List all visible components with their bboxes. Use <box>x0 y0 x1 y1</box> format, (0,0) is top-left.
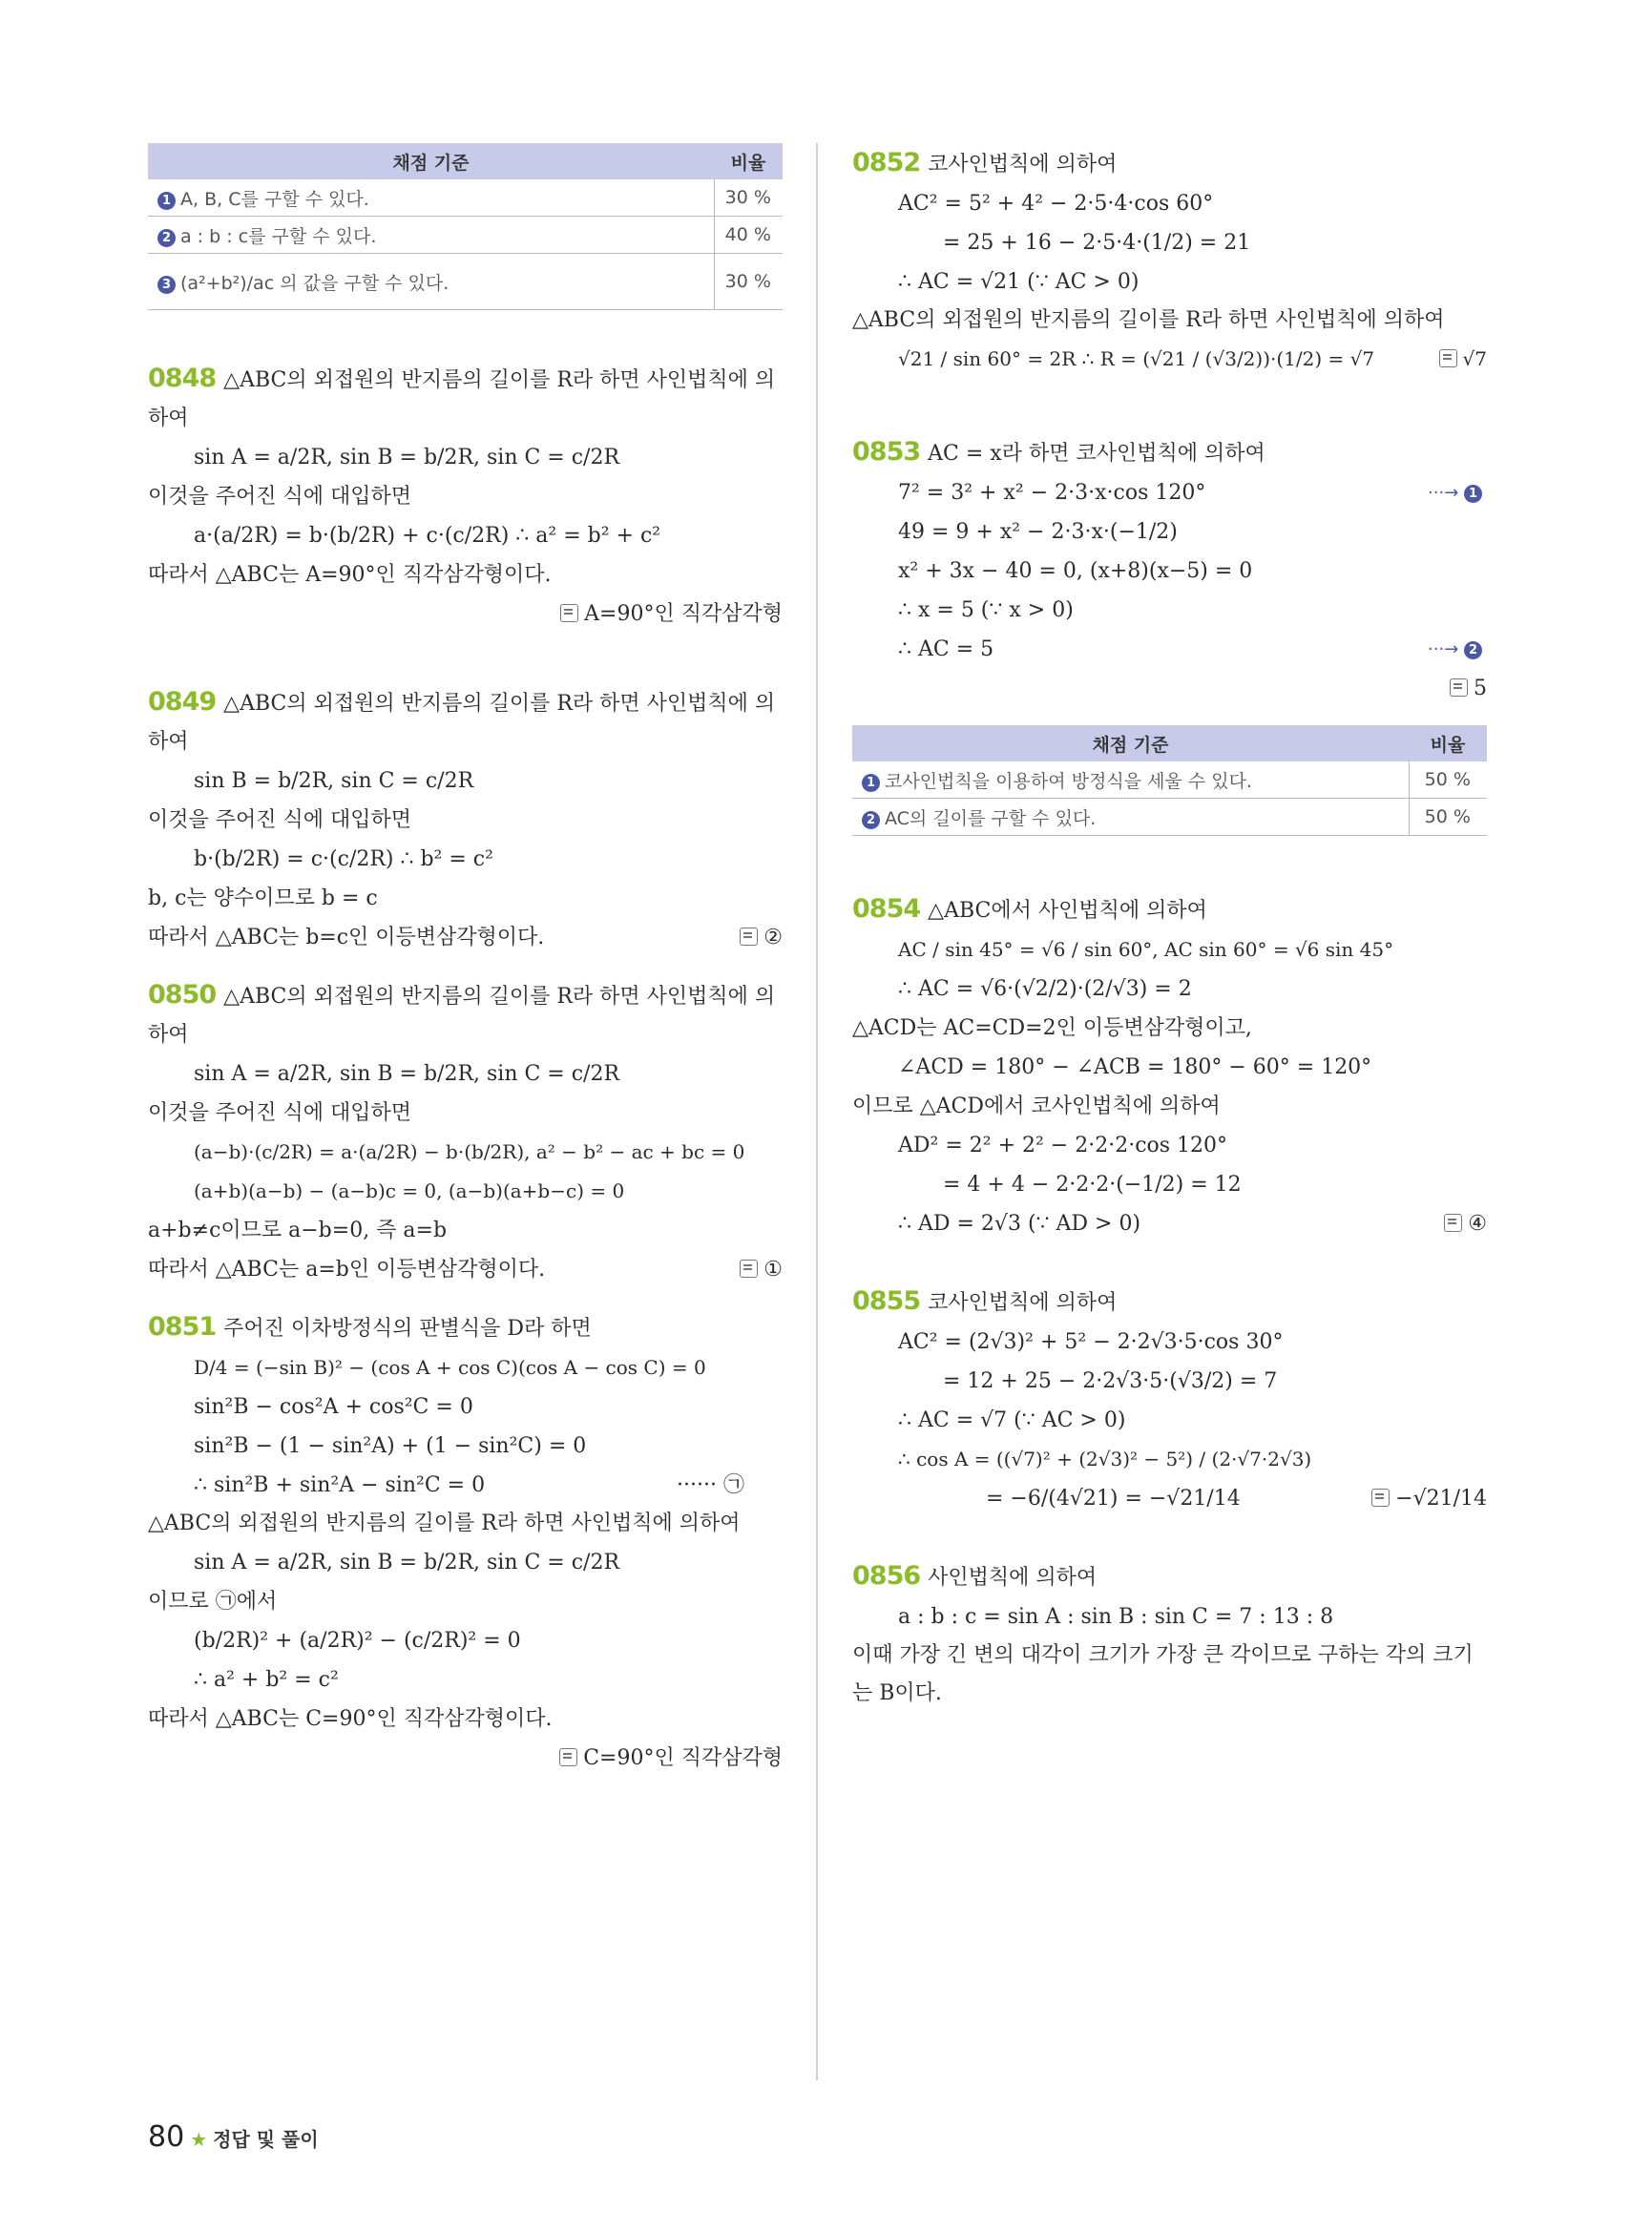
problem-number: 0853 <box>852 437 921 467</box>
equation-text: ∴ sin²B + sin²A − sin²C = 0 <box>194 1473 486 1497</box>
rate-value: 30 % <box>714 179 783 217</box>
answer-icon <box>1450 678 1468 697</box>
problem-text: 이것을 주어진 식에 대입하면 <box>148 1101 412 1125</box>
problem-number: 0851 <box>148 1312 217 1342</box>
equation: ∴ AC = √7 (∵ AC > 0) <box>898 1408 1126 1432</box>
answer-text: ② <box>763 926 783 949</box>
equation: sin²B − (1 − sin²A) + (1 − sin²C) = 0 <box>194 1434 587 1458</box>
problem-text <box>148 1250 783 1289</box>
problem-0848 <box>148 360 783 634</box>
problem-number: 0852 <box>852 148 921 177</box>
problem-number: 0850 <box>148 980 217 1010</box>
equation: = 12 + 25 − 2·2√3·5·(√3/2) = 7 <box>943 1369 1278 1393</box>
problem-text: △ABC의 외접원의 반지름의 길이를 R라 하면 사인법칙에 의하여 <box>148 1512 741 1535</box>
equation: sin A = a/2R, sin B = b/2R, sin C = c/2R <box>194 1062 620 1086</box>
step-badge: 1 <box>862 774 880 792</box>
equation: D/4 = (−sin B)² − (cos A + cos C)(cos A − cos C) = 0 <box>194 1356 706 1379</box>
equation-text: 7² = 3² + x² − 2·3·x·cos 120° <box>898 481 1206 505</box>
problem-text: △ABC의 외접원의 반지름의 길이를 R라 하면 사인법칙에 의하여 <box>852 308 1445 332</box>
answer-icon <box>1371 1489 1390 1507</box>
equation: ∴ a² + b² = c² <box>194 1668 339 1692</box>
answer-text: ① <box>763 1258 783 1282</box>
table-row <box>852 799 1487 836</box>
equation: b·(b/2R) = c·(c/2R) ∴ b² = c² <box>194 847 493 871</box>
conclusion-text: 따라서 △ABC는 a=b인 이등변삼각형이다. <box>148 1258 546 1282</box>
problem-0853 <box>852 432 1487 836</box>
problem-0850 <box>148 976 783 1289</box>
criteria-text: A, B, C를 구할 수 있다. <box>180 188 369 210</box>
right-column <box>852 143 1487 1713</box>
equation <box>852 340 1487 379</box>
table-row <box>148 179 783 217</box>
answer-icon <box>1439 349 1457 367</box>
equation: AD² = 2² + 2² − 2·2·2·cos 120° <box>898 1134 1228 1157</box>
step-marker: ···→ 2 <box>1428 630 1487 669</box>
problem-text: 코사인법칙에 의하여 <box>928 153 1118 177</box>
problem-number: 0855 <box>852 1286 921 1316</box>
step-badge: 2 <box>862 811 880 829</box>
equation <box>852 630 1487 669</box>
equation <box>852 1479 1487 1518</box>
problem-text: △ACD는 AC=CD=2인 이등변삼각형이고, <box>852 1016 1252 1040</box>
grading-table-left <box>148 143 783 310</box>
criteria-text: AC의 길이를 구할 수 있다. <box>885 807 1097 829</box>
equation: (b/2R)² + (a/2R)² − (c/2R)² = 0 <box>194 1629 521 1653</box>
answer-text: A=90°인 직각삼각형 <box>584 602 783 626</box>
problem-number: 0854 <box>852 894 921 924</box>
grading-table-right <box>852 725 1487 836</box>
problem-text: 따라서 △ABC는 C=90°인 직각삼각형이다. <box>148 1707 553 1731</box>
equation <box>852 1204 1487 1243</box>
problem-text: 사인법칙에 의하여 <box>928 1566 1098 1590</box>
problem-0849 <box>148 683 783 957</box>
answer-icon <box>560 604 578 622</box>
equation: (a−b)·(c/2R) = a·(a/2R) − b·(b/2R), a² − b² − ac + bc = 0 <box>194 1140 745 1163</box>
criteria-text: a : b : c를 구할 수 있다. <box>180 225 377 247</box>
problem-0855 <box>852 1282 1487 1518</box>
equation: sin²B − cos²A + cos²C = 0 <box>194 1395 473 1419</box>
equation: AC / sin 45° = √6 / sin 60°, AC sin 60° = √6 sin 45° <box>898 938 1394 961</box>
problem-text: 이때 가장 긴 변의 대각이 크기가 가장 큰 각이므로 구하는 각의 크기는 B이다. <box>852 1643 1474 1705</box>
criteria-text: (a²+b²)/ac 의 값을 구할 수 있다. <box>180 272 450 294</box>
equation: sin A = a/2R, sin B = b/2R, sin C = c/2R <box>194 1551 620 1574</box>
problem-text: 이므로 △ACD에서 코사인법칙에 의하여 <box>852 1095 1221 1118</box>
equation-text: = −6/(4√21) = −√21/14 <box>986 1487 1241 1511</box>
table-row <box>148 254 783 310</box>
step-badge: 3 <box>157 276 176 294</box>
answer-text: 5 <box>1474 677 1487 700</box>
problem-text <box>148 918 783 957</box>
equation <box>852 473 1487 512</box>
equation: a : b : c = sin A : sin B : sin C = 7 : 13 : 8 <box>898 1605 1334 1629</box>
answer-text: ④ <box>1468 1212 1487 1236</box>
rate-value: 50 % <box>1409 799 1487 836</box>
problem-text: 주어진 이차방정식의 판별식을 D라 하면 <box>223 1317 592 1341</box>
page-footer <box>148 2120 319 2154</box>
equation: sin A = a/2R, sin B = b/2R, sin C = c/2R <box>194 446 620 469</box>
problem-text: △ABC에서 사인법칙에 의하여 <box>928 899 1207 923</box>
column-divider <box>816 143 818 2080</box>
rate-value: 50 % <box>1409 761 1487 799</box>
equation-text: √21 / sin 60° = 2R ∴ R = (√21 / (√3/2))·(1/2) = √7 <box>898 347 1375 370</box>
answer-text: C=90°인 직각삼각형 <box>583 1746 783 1770</box>
problem-text: AC = x라 하면 코사인법칙에 의하여 <box>928 442 1265 466</box>
equation <box>148 1466 783 1505</box>
equation: 49 = 9 + x² − 2·3·x·(−1/2) <box>898 520 1178 544</box>
equation: = 25 + 16 − 2·5·4·(1/2) = 21 <box>943 231 1251 255</box>
step-marker: ···→ 1 <box>1428 473 1487 512</box>
problem-number: 0856 <box>852 1561 921 1591</box>
criteria-text: 코사인법칙을 이용하여 방정식을 세울 수 있다. <box>885 770 1252 792</box>
answer-icon <box>740 928 758 946</box>
equation-text: ∴ AC = 5 <box>898 637 994 661</box>
problem-text: 코사인법칙에 의하여 <box>928 1291 1118 1315</box>
table-header-rate: 비율 <box>1409 725 1487 761</box>
left-column <box>148 143 783 1778</box>
page-number: 80 <box>148 2120 185 2154</box>
equation: ∴ AC = √6·(√2/2)·(2/√3) = 2 <box>898 977 1192 1001</box>
problem-text: 따라서 △ABC는 A=90°인 직각삼각형이다. <box>148 563 552 587</box>
equation-text: ∴ AD = 2√3 (∵ AD > 0) <box>898 1212 1141 1236</box>
answer <box>852 669 1487 708</box>
problem-number: 0848 <box>148 364 217 393</box>
problem-text: b, c는 양수이므로 b = c <box>148 886 378 910</box>
table-header-criteria: 채점 기준 <box>148 143 714 179</box>
problem-text: △ABC의 외접원의 반지름의 길이를 R라 하면 사인법칙에 의하여 <box>148 692 776 754</box>
answer-icon <box>559 1748 577 1766</box>
problem-0854 <box>852 889 1487 1243</box>
table-header-criteria: 채점 기준 <box>852 725 1409 761</box>
table-row <box>148 217 783 254</box>
problem-text: 이므로 ㉠에서 <box>148 1590 278 1614</box>
star-icon: ★ <box>190 2128 208 2151</box>
problem-text: △ABC의 외접원의 반지름의 길이를 R라 하면 사인법칙에 의하여 <box>148 985 776 1047</box>
step-badge: 2 <box>1464 641 1482 659</box>
problem-0856 <box>852 1556 1487 1713</box>
problem-number: 0849 <box>148 687 217 717</box>
problem-0852 <box>852 143 1487 379</box>
rate-value: 40 % <box>714 217 783 254</box>
footer-label: 정답 및 풀이 <box>213 2128 319 2151</box>
table-header-rate: 비율 <box>714 143 783 179</box>
equation: x² + 3x − 40 = 0, (x+8)(x−5) = 0 <box>898 559 1253 583</box>
step-badge: 2 <box>157 229 176 247</box>
step-badge: 1 <box>1464 485 1482 503</box>
answer-text: −√21/14 <box>1395 1487 1487 1511</box>
answer-text: √7 <box>1462 347 1487 370</box>
step-badge: 1 <box>157 192 176 210</box>
equation: a·(a/2R) = b·(b/2R) + c·(c/2R) ∴ a² = b² + c² <box>194 524 661 548</box>
rate-value: 30 % <box>714 254 783 310</box>
equation: ∴ x = 5 (∵ x > 0) <box>898 598 1074 622</box>
equation: ∴ cos A = ((√7)² + (2√3)² − 5²) / (2·√7·2√3) <box>898 1448 1312 1470</box>
table-row <box>852 761 1487 799</box>
answer-icon <box>1444 1214 1462 1232</box>
problem-text: 이것을 주어진 식에 대입하면 <box>148 808 412 832</box>
problem-0851 <box>148 1308 783 1778</box>
equation: ∠ACD = 180° − ∠ACB = 180° − 60° = 120° <box>898 1055 1372 1079</box>
equation: = 4 + 4 − 2·2·2·(−1/2) = 12 <box>943 1173 1242 1197</box>
equation: sin B = b/2R, sin C = c/2R <box>194 769 474 793</box>
answer <box>148 1739 783 1778</box>
problem-text: 이것을 주어진 식에 대입하면 <box>148 485 412 509</box>
conclusion-text: 따라서 △ABC는 b=c인 이등변삼각형이다. <box>148 926 545 949</box>
equation: AC² = 5² + 4² − 2·5·4·cos 60° <box>898 192 1214 216</box>
equation: ∴ AC = √21 (∵ AC > 0) <box>898 270 1140 294</box>
equation: AC² = (2√3)² + 5² − 2·2√3·5·cos 30° <box>898 1330 1284 1354</box>
circled-mark: ······ ㉠ <box>677 1473 744 1497</box>
problem-text: a+b≠c이므로 a−b=0, 즉 a=b <box>148 1219 448 1242</box>
answer <box>148 594 783 634</box>
problem-text: △ABC의 외접원의 반지름의 길이를 R라 하면 사인법칙에 의하여 <box>148 368 776 430</box>
answer-icon <box>740 1260 758 1278</box>
equation: (a+b)(a−b) − (a−b)c = 0, (a−b)(a+b−c) = 0 <box>194 1179 625 1202</box>
